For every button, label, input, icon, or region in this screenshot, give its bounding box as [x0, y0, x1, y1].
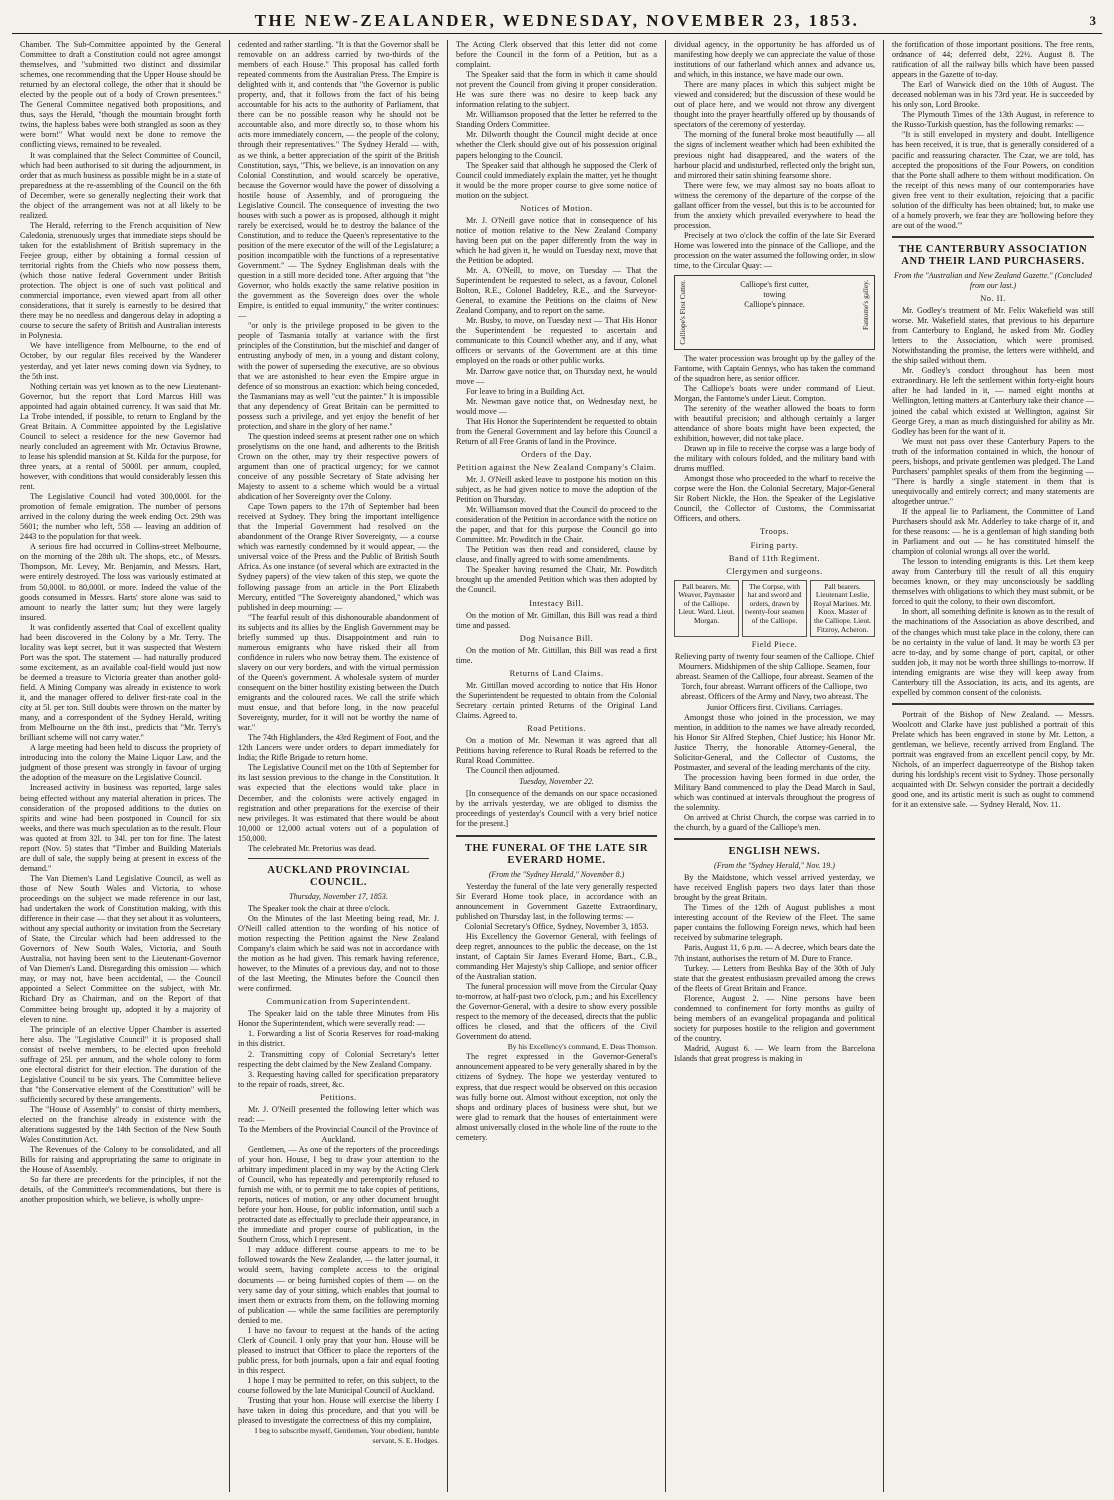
paragraph: The morning of the funeral broke most beautifully — all the signs of inclement weather which had been exhibited the previous night had disappeared, and the waters of the harbour placid and undisturbed, reflected only the bright sun, and mirrored their satin shining fearsome shore.	[674, 130, 875, 180]
letter-paragraph: Gentlemen, — As one of the reporters of the proceedings of your hon. House, I beg to draw your attention to the arbitrary impediment placed in my way by the Acting Clerk of Council, who has repeatedly and peremptorily refused to furnish me with, or to permit me to take copies of petitions, reports, notices of motion, or any other document brought before your hon. House, for public information, until such a protracted date as effectually to preclude their appearance, in the immediate and proper course of publication, in the Southern Cross, which I represent.	[238, 1144, 439, 1245]
letter-signature: I beg to subscribe myself, Gentlemen, Your obedient, humble servant, S. E. Hodges.	[254, 1426, 439, 1446]
column-2	[230, 40, 448, 1492]
subsection-heading: Returns of Land Claims.	[509, 668, 604, 678]
paragraph: The procession having been formed in due order, the Military Band commenced to play the Dead March in Saul, which was continued at intervals throughout the progress of the solemnity.	[674, 772, 875, 812]
letter-paragraph: Trusting that your hon. House will exercise the liberty I have taken in doing this procedure, and that you will be pleased to investigate the correctness of this my complaint,	[238, 1396, 439, 1426]
paragraph: The Earl of Warwick died on the 10th of August. The deceased nobleman was in his 73rd year. He is succeeded by his only son, Lord Brooke.	[892, 80, 1094, 110]
paragraph: Madrid, August 6. — We learn from the Barcelona Islands that great progress is making in	[674, 1043, 875, 1063]
paragraph: On the motion of Mr. Gittillan, this Bill was read a third time and passed.	[456, 610, 657, 630]
column-3	[448, 40, 666, 1492]
paragraph: We must not pass over these Canterbury Papers to the truth of the information contained in which, the honour of peers, bishops, and private gentlemen was pledged. The Land Purchasers' pamphlet speaks of them from the beginning — "There is hardly a single statement in them that is unequivocally and entirely correct; and many statements are altogether untrue."	[892, 436, 1094, 506]
water-procession-diagram	[674, 275, 875, 350]
procession-order: Clergymen and surgeons.	[726, 566, 823, 576]
paragraph: The Legislative Council had voted 300,000l. for the promotion of female emigration. The number of persons arrived in the colony during the week ending Oct. 29th was 5601; the number who left, 558 — leaving an addition of 2443 to the population for that week.	[20, 492, 221, 542]
section-heading: THE CANTERBURY ASSOCIATION AND THEIR LAND PURCHASERS.	[898, 243, 1088, 267]
paragraph: For leave to bring in a Building Act.	[466, 386, 585, 396]
paragraph: The Speaker said that although he supposed the Clerk of Council could immediately explain the matter, yet he thought it would be the more proper course to give some notice of motion on the subject.	[456, 160, 657, 200]
paragraph: Mr. A. O'Neill, to move, on Tuesday — That the Superintendent be requested to select, as a favour, Colonel Bolton, R.E., Colonel Baddeley, R.E., and the Surveyor-General, to examine the Petitions on the claims of New Zealand Company, and to report on the same.	[456, 266, 657, 316]
source-note: (From the "Sydney Herald," November 8.)	[488, 869, 625, 879]
paragraph: Mr. Williamson moved that the Council do proceed to the consideration of the Petition in accordance with the notice on the paper, and that for this purpose the Council go into Committee. Mr. Powditch in the Chair.	[456, 505, 657, 545]
paragraph: The Times of the 12th of August publishes a most interesting account of the Review of the Fleet. The same paper contains the following Foreign news, which had been received by submarine telegraph.	[674, 903, 875, 943]
paragraph: Drawn up in file to receive the corpse was a large body of the military with colours folded, and the military band with drums muffled.	[674, 444, 875, 474]
paragraph: The regret expressed in the Governor-General's announcement appeared to be very generally shared in by the citizens of Sydney. The hope we yesterday ventured to express, that due respect would be observed on this occasion was fully borne out. Almost without exception, not only the shops and ordinary places of business were shut, but we were glad to remark that the houses of entertainment were almost universally closed in the whole line of the route to the cemetery.	[456, 1052, 657, 1142]
column-5	[884, 40, 1102, 1492]
paragraph: We have intelligence from Melbourne, to the end of October, by our regular files received by the Wanderer yesterday, and yet later news coming down via Sydney, to the 5th inst.	[20, 341, 221, 381]
paragraph: Mr. J. O'Neill presented the following letter which was read: —	[238, 1104, 439, 1124]
paragraph: Portrait of the Bishop of New Zealand. — Messrs. Woolcott and Clarke have just published a portrait of this Prelate which has been engraved in stone by Mr. Letton, a gentleman, we believe, recently arrived from England. The portrait was engraved from an excellent pencil copy, by Mr. Nichols, of an imperfect daguerreotype of the Bishop taken during his lordship's recent visit to Sydney. Those personally acquainted with Dr. Selwyn consider the portrait a decidedly good one, and its artistic merit is such as ought to commend for it an extensive sale. — Sydney Herald, Nov. 11.	[892, 709, 1094, 810]
paragraph: In short, all something definite is known as to the result of the machinations of the Association as above described, and of the changes which must take place in the colony, there can be no certainty in the value of land. It may be worth £3 per acre to-day, and by some change of port, capital, or other sudden job, it may not be worth three shillings to-morrow. If intending emigrants are wise they will keep away from Canterbury till the Association, its acts, and its agents, are expelled by common consent of the colonists.	[892, 607, 1094, 697]
paragraph: It was confidently asserted that Coal of excellent quality had been discovered in the Colony by a Mr. Terry. The locality was kept secret, but it was suspected that Western Port was the spot. The statement — had naturally produced some excitement, as an available coal-field would just now be deemed a treasure to Victoria greater than another gold-field. A Mining Company was already in existence to work it, and the manager offered to deliver first-rate coal in the city at 5l. per ton. Still doubts were thrown on the matter by many, and a correspondent of the Sydney Herald, writing from Melbourne on the 8th inst., predicts that "Mr. Terry's brilliant scheme will not carry water."	[20, 622, 221, 743]
paragraph: It was complained that the Select Committee of Council, which had been authorised to sit during the adjournment, in order that as much business as possible might be in a state of preparedness at the re-assembling of the Council on the 6th of December, were so generally neglecting their work that the object of the arrangement was not at all likely to be realized.	[20, 150, 221, 220]
paragraph: A large meeting had been held to discuss the propriety of introducing into the colony the Maine Liquor Law, and the judgment of those present was strongly in favour of urging the adoption of the measure on the Legislative Council.	[20, 743, 221, 783]
subsection-heading: Notices of Motion.	[520, 203, 593, 213]
section-heading: THE FUNERAL OF THE LATE SIR EVERARD HOME.	[464, 842, 649, 866]
paragraph: Yesterday the funeral of the late very generally respected Sir Everard Home took place, in accordance with an announcement in Government Gazette Extraordinary, published on Thursday last, in the following terms: —	[456, 881, 657, 921]
divider	[456, 835, 657, 837]
paragraph: 2. Transmitting copy of Colonial Secretary's letter respecting the debt claimed by the New Zealand Company.	[238, 1049, 439, 1069]
column-1	[12, 40, 230, 1492]
procession-order: Firing party.	[750, 540, 799, 550]
paragraph: cedented and rather startling. "It is that the Governor shall be removable on an address carried by two-thirds of the members of each House." This proposal has called forth repeated comments from the Australian Press. The Empire is delighted with it, and contends that "the Governor is public property, and, that it follows from the fact of his being accountable for his acts to the authority of Parliament, that there can be no possible reason why he should not be accountable also, and more directly so, to those whom his acts more immediately concern, — the people of the colony, through their representatives." The Sydney Herald — with, as we think, a better appreciation of the spirit of the British Constitution, says, "This, we believe, is an innovation on any Colonial Constitution, and would scarcely be operative, because the Governor would have the power of dissolving a hostile house of Assembly, and of prorogueing the Legislative Council. The consequence of investing the two houses with such a power as is proposed, although it might rarely be exercised, would be to destroy the balance of the Constitution, and to reduce the Queen's representative to the position of the mere executor of the will of the Legislature; a position incompatible with the functions of a representative Government." — The Sydney Englishman deals with the question in a still more decided tone. After arguing that "the Governor, who holds exactly the same relative position in the government as the Sovereign does over the whole Empire, is entitled to equal immunity," the writer continues: —	[238, 40, 439, 321]
paragraph: The Herald, referring to the French acquisition of New Caledonia, strenuously urges that immediate steps should be taken for the establishment of British supremacy in the Feejee group, either by obtaining a formal cession of territorial rights from the Chiefs who now possess them, (which those native federal Government under British protection. The object is one of such vast political and commercial importance, even viewed apart from all other considerations, that it surely is earnestly to be desired that there may be no needless and dangerous delay in adopting a course to secure the safety of British and Australian interests in Polynesia.	[20, 220, 221, 341]
subsection-heading: Orders of the Day.	[521, 449, 592, 459]
subsection-heading: Communication from Superintendent.	[266, 997, 411, 1007]
paragraph: Florence, August 2. — Nine persons have been condemned to confinement for forty months as guilty of being members of an evangelical propaganda and political society for purposes hostile to the religion and government of the country.	[674, 993, 875, 1043]
paragraph: On the motion of Mr. Gittillan, this Bill was read a first time.	[456, 645, 657, 665]
paragraph: On the Minutes of the last Meeting being read, Mr. J. O'Neill called attention to the wording of his notice of motion respecting the Petition against the New Zealand Company's claim which he said was not in accordance with the motion as he had given. This remark having reference, however, to the Minutes of a previous day, and not to those of the last Meeting, the Minutes before the Council then were confirmed.	[238, 913, 439, 994]
notice-dateline: Colonial Secretary's Office, Sydney, November 3, 1853.	[464, 921, 649, 931]
quote-paragraph: "It is still enveloped in mystery and doubt. Intelligence has been received, it is true, that is generally considered of a pacific and reassuring character. The Czar, we are told, has accepted the propositions of the Four Powers, on condition that the Porte shall adhere to them without modification. On the receipt of this news many of our contemporaries have given free vent to their exultation, rejoicing that a pacific solution of the difficulty has been obtained; but, to make use of a homely proverb, we fear they are 'hollowing before they are out of the wood.'"	[892, 130, 1094, 230]
paragraph: By the Maidstone, which vessel arrived yesterday, we have received English papers two days later than those brought by the great Britain.	[674, 873, 875, 903]
paragraph: The funeral procession will move from the Circular Quay to-morrow, at half-past two o'clock, p.m.; and his Excellency the Governor-General, with a desire to show every possible respect to the memory of the deceased, directs that the public offices be closed, and that the officers of the Civil Government do attend.	[456, 982, 657, 1042]
quote-paragraph: "The fearful result of this dishonourable abandonment of its subjects and its allies by the English Government may be briefly summed up thus. Disappointment and ruin to numerous emigrants who have risked their all from confidence in rulers who now betray them. The existence of slavery on our very borders, and with the virtual permission of the Queen's government. A wholesale system of murder consequent on the bitter hostility existing between the Dutch emigrants and the coloured races. We call the strife which must ensue, and that before long, in the now peaceful Sovereignty, murder, for it will not be worthy the name of war."	[238, 612, 439, 733]
column-4	[666, 40, 884, 1492]
paragraph: Mr. Godley's treatment of Mr. Felix Wakefield was still worse. Mr. Wakefield states, that previous to his departure from Canterbury to England, he asked from Mr. Godley letters to the Association, which were promised. Notwithstanding the promise, the letters were withheld, and the ship sailed without them.	[892, 306, 1094, 366]
paragraph: Mr. Williamson proposed that the letter be referred to the Standing Orders Committee.	[456, 110, 657, 130]
paragraph: the fortification of those important positions. The free rents, ordnance of 44; deferred debt, 22½. August 8. The ratification of all the railway bills which have been passed appears in the Gazette of to-day.	[892, 40, 1094, 80]
letter-paragraph: I may adduce different course appears to me to be followed towards the New Zealander, — the latter journal, it would seem, having complete access to the original documents — or being furnished copies of them — on the very same day of your sitting, which enables that journal to insert them or extracts from them, on the following morning of publication — while the same facilities are peremptorily denied to me.	[238, 1245, 439, 1325]
subsection-heading: Petition against the New Zealand Company's Claim.	[456, 462, 657, 472]
procession-center	[693, 280, 856, 310]
paragraph: Mr. Dilworth thought the Council might decide at once whether the Clerk should give out of his possession original papers belonging to the Council.	[456, 130, 657, 160]
paragraph: So far there are precedents for the principles, if not the details, of the Committee's recommendations, but there is another proposition which, we believe, is wholly unpre-	[20, 1175, 221, 1205]
procession-label-right: Fantome's galley.	[862, 280, 870, 331]
paragraph: 1. Forwarding a list of Scoria Reserves for road-making in this district.	[238, 1029, 439, 1049]
procession-line: Calliope's pinnace.	[744, 300, 805, 310]
procession-label-left: Calliope's First Cutter.	[679, 280, 687, 345]
paragraph: Mr. Darrow gave notice that, on Thursday next, he would move —	[456, 366, 657, 386]
subsection-heading: Dog Nuisance Bill.	[519, 633, 594, 643]
paragraph: Mr. J. O'Neill asked leave to postpone his motion on this subject, as he had given notice to move the adoption of the Petition on Thursday.	[456, 474, 657, 505]
paragraph: The Calliope's boats were under command of Lieut. Morgan, the Fantome's under Lieut. Compton.	[674, 383, 875, 403]
paragraph: 3. Requesting having called for specification preparatory to the repair of roads, street, &c.	[238, 1069, 439, 1089]
paragraph: Mr. J. O'Neill gave notice that in consequence of his notice of motion relative to the New Zealand Company having been put on the paper differently from the way in which he had given it, he would on Tuesday next, move that the Petition be adopted.	[456, 215, 657, 265]
notice-signature: By his Excellency's command, E. Deas Thomson.	[507, 1042, 657, 1052]
paragraph: The Speaker said that the form in which it came should not prevent the Council from giving it proper consideration. He was sure there was no desire to keep back any information relating to the subject.	[456, 70, 657, 110]
paragraph: The lesson to intending emigrants is this. Let them keep away from Canterbury till the result of all this enquiry becomes known, or they may unconsciously be saddling themselves with obligations to which they must submit, or be forced to quit the colony, to their own discomfort.	[892, 557, 1094, 607]
paragraph: The serenity of the weather allowed the boats to form with beautiful precision; and although certainly a larger attendance of shore boats might have been expected, the exhibition, however, did not take place.	[674, 403, 875, 444]
procession-line: towing	[763, 290, 786, 300]
paragraph: There are many places in which this subject might be viewed and considered; but the discussion of these would be out of place here, and we would not throw any divergent thought into the prayer heartfully offered up by thousands of spectators of the ceremony of yesterday.	[674, 80, 875, 130]
pall-bearers-left: Pall bearers. Mr. Weaver, Paymaster of the Calliope. Lieut. Ward. Lieut. Morgan.	[674, 580, 739, 638]
letter-paragraph: I hope I may be permitted to refer, on this subject, to the course followed by the late Municipal Council of Auckland.	[238, 1376, 439, 1396]
paragraph: On arrived at Christ Church, the corpse was carried in to the church, by a guard of the Calliope's men.	[674, 813, 875, 833]
paragraph: His Excellency the Governor General, with feelings of deep regret, announces to the public the decease, on the 1st instant, of Captain Sir James Everard Home, Bart., C.B., commanding Her Majesty's ship Calliope, and senior officer of the Australian station.	[456, 931, 657, 981]
paragraph: The "House of Assembly" to consist of thirty members, elected on the franchise already in existence with the alterations suggested by the 14th Section of the New South Wales Constitution Act.	[20, 1104, 221, 1145]
section-date: Tuesday, November 22.	[519, 777, 594, 787]
paragraph: The Revenues of the Colony to be consolidated, and all Bills for raising and appropriating the same to originate in the House of Assembly.	[20, 1145, 221, 1175]
paragraph: The Council then adjourned.	[466, 766, 560, 776]
page-number: 3	[1089, 13, 1096, 28]
paragraph: On a motion of Mr. Newman it was agreed that all Petitions having reference to Rural Roads be referred to the Rural Road Committee.	[456, 736, 657, 766]
paragraph: The Speaker having resumed the Chair, Mr. Powditch brought up the amended Petition which was then adopted by the Council.	[456, 565, 657, 595]
subsection-heading: Petitions.	[320, 1092, 357, 1102]
section-heading: AUCKLAND PROVINCIAL COUNCIL.	[267, 864, 410, 888]
paragraph: The Speaker laid on the table three Minutes from His Honor the Superintendent, which were severally read: —	[238, 1009, 439, 1029]
paragraph: The celebrated Mr. Pretorius was dead.	[248, 843, 376, 853]
subsection-heading: Road Petitions.	[527, 724, 586, 734]
subsection-heading: Intestacy Bill.	[529, 598, 584, 608]
paragraph: The principle of an elective Upper Chamber is asserted here also. The "Legislative Council" it is proposed shall consist of twelve members, to be elected upon freehold suffrage of 25l. per annum, and the whole colony to form one electoral district for their election. The duration of the Legislative Council to be six years. The Committee believe that "the Conservative element of the Constitution" will be sufficiently secured by these arrangements.	[20, 1024, 221, 1104]
paragraph: The Acting Clerk observed that this letter did not come before the Council in the form of a Petition, but as a complaint.	[456, 40, 657, 70]
article-columns	[12, 40, 1102, 1492]
paragraph: Increased activity in business was reported, large sales being effected without any material alteration in prices. The consideration of the proposed additions to the duties on spirits and wine had been postponed in Council for six weeks, and there was much speculation as to the result. Flour was quoted at from 32l. to 34l. per ton for fine. The latest report (Nov. 5) states that "Timber and Building Materials are dull of sale, the supply being at present in excess of the demand."	[20, 783, 221, 873]
letter-address: To the Members of the Provincial Council of the Province of Auckland.	[238, 1124, 439, 1144]
paragraph: The Legislative Council met on the 10th of September for its last session previous to the change in the Constitution. It was expected that the elections would take place in December, and the colonists were actively engaged in registration and other preparations for the exercise of their new privileges. It was estimated that there would be about 10,000 or 12,000 actual voters out of a population of 150,000.	[238, 763, 439, 843]
divider	[674, 838, 875, 840]
paragraph: The question indeed seems at present rather one on which proselytisms on the one hand, and adherents to the British Crown on the other, may try their respective powers of argument than one of practical urgency; for we cannot conceive of any possible Secretary of State advising her Majesty to assent to a scheme which would be a virtual abdication of her Sovereignty over the Colony.	[238, 431, 439, 502]
divider	[248, 858, 429, 859]
procession-order: Field Piece.	[751, 640, 798, 650]
paragraph: Mr. Busby, to move, on Tuesday next — That His Honor the Superintendent be requested to ascertain and communicate to this Council whether any, and if any, what officers or servants of the Government are at this time employed on the roads or other public works.	[456, 316, 657, 366]
paragraph: Amongst those who joined in the procession, we may mention, in addition to the names we have already recorded, his Honor Sir Alfred Stephen, Chief Justice; his Honor Mr. Justice Therry, the honorable Attorney-General, the Solicitor-General, and the Collector of Customs, the Postmaster, and several of the leading merchants of the city.	[674, 712, 875, 772]
paragraph: Precisely at two o'clock the coffin of the late Sir Everard Home was lowered into the pinnace of the Calliope, and the procession on the water assumed the following order, in slow time, to the Circular Quay: —	[674, 230, 875, 271]
letter-paragraph: I have no favour to request at the hands of the acting Clerk of Council. I only pray that your hon. House will be pleased to instruct that Officer to place the reporters of the public press, for both journals, upon a fair and equal footing in this respect.	[238, 1325, 439, 1375]
section-heading: ENGLISH NEWS.	[728, 846, 821, 858]
divider	[892, 236, 1094, 238]
masthead-title: THE NEW-ZEALANDER, WEDNESDAY, NOVEMBER 23, 1853.	[254, 11, 860, 30]
paragraph: The Speaker took the chair at three o'clock.	[248, 903, 390, 913]
procession-order: Band of 11th Regiment.	[728, 553, 821, 563]
source-note: From the "Australian and New Zealand Gazette." (Concluded from our last.)	[894, 270, 1092, 290]
divider	[892, 703, 1094, 705]
subsection-heading: No. II.	[980, 293, 1006, 303]
corpse-carriage: The Corpse, with hat and sword and orders, drawn by twenty-four seamen of the Calliope.	[742, 580, 807, 638]
paragraph: Paris, August 11, 6 p.m. — A decree, which bears date the 7th instant, authorises the return of M. Dure to France.	[674, 943, 875, 963]
paragraph: Mr. Gittillan moved according to notice that His Honor the Superintendent be requested to obtain from the Colonial Secretary certain printed Returns of the Original Land Claims. Agreed to.	[456, 680, 657, 720]
paragraph: Mr. Newman gave notice that, on Wednesday next, he would move —	[456, 396, 657, 416]
paragraph: The Van Diemen's Land Legislative Council, as well as those of New South Wales and Victoria, to whose proceedings on the subject we made reference in our last, had undertaken the work of Constitution making, with this difference in their case — that they set about it as volunteers, without any special authority or invitation from the Secretary of State, the Circular which had been addressed to the Governors of New South Wales, Victoria, and South Australia, not having been sent to the Lieutenant-Governor of Van Diemen's Land. Disregarding this omission — which may, or may not, have been accidental, — the Council appointed a Select Committee on the subject, with Mr. Richard Dry as Chairman, and on the Report of that Committee being brought up, adopted it by a majority of eleven to nine.	[20, 873, 221, 1024]
paragraph: Cape Town papers to the 17th of September had been received at Sydney. They bring the important intelligence that the Imperial Government had resolved on the abandonment of the Orange River Sovereignty, — a course which was earnestly condemned by it would appear, — the universal voice of the Press and the Public of British South Africa. As one instance (of several which are extracted in the Sydney papers) of the view taken of this step, we quote the following passage from an article in the Port Elizabeth Mercury, entitled "The Sovereignty abandoned," which was published in deep mourning: —	[238, 502, 439, 612]
paragraph: Nothing certain was yet known as to the new Lieutenant-Governor, but the report that Lord Marcus Hill was appointed had again obtained currency. It was said that Mr. La Trobe intended, if possible, to return to England by the Great Britain. A Committee appointed by the Legislative Council to select a residence for the new Governor had nearly concluded an agreement with Mr. Octavius Browne, to lease his splendid mansion at St. Kilda for the purpose, for three years, at a rental of 5000l. per annum, coupled, however, with conditions that would considerably lessen this rent.	[20, 381, 221, 492]
paragraph: dividual agency, in the opportunity he has afforded us of manifesting how deeply we can appreciate the value of those institutions of our fatherland which annex and advance us, and which, in this instance, we have made our own.	[674, 40, 875, 80]
paragraph: That His Honor the Superintendent be requested to obtain from the General Government and lay before this Council a Return of all Free Grants of land in the Province.	[456, 416, 657, 446]
paragraph: The Plymouth Times of the 13th August, in reference to the Russo-Turkish question, has the following remarks: —	[892, 110, 1094, 130]
paragraph: The 74th Highlanders, the 43rd Regiment of Foot, and the 12th Lancers were under orders to depart immediately for India; the Rifle Brigade to return home.	[238, 733, 439, 763]
paragraph: [In consequence of the demands on our space occasioned by the arrivals yesterday, we are obliged to dismiss the proceedings of yesterday's Council with a very brief notice for the present.]	[456, 789, 657, 829]
funeral-procession-diagram	[674, 580, 875, 638]
paragraph: The Petition was then read and considered, clause by clause, and finally agreed to with some amendments.	[456, 545, 657, 565]
paragraph: Mr. Godley's conduct throughout has been most extraordinary. He left the settlement within forty-eight hours after he had landed in it, — named eight months at Wellington, letting matters at Canterbury take their chance — joined the cabal which existed at Wellington, against Sir George Grey, a man as much distinguished for ability as Mr. Godley has been for the want of it.	[892, 366, 1094, 436]
procession-list: Relieving party of twenty four seamen of the Calliope. Chief Mourners. Midshipmen of the ship Calliope. Seamen, four abreast. Seamen of the Calliope, four abreast. Seamen of the Torch, four abreast. Warrant officers of the Calliope, two abreast. Officers of the Army and Navy, two abreast. The Junior Officers first. Civilians. Carriages.	[674, 652, 875, 712]
procession-line: Calliope's first cutter,	[740, 280, 809, 290]
section-date: Thursday, November 17, 1853.	[289, 891, 388, 901]
paragraph: Turkey. — Letters from Beshka Bay of the 30th of July state that the greatest enthusiasm prevailed among the crews of the fleets of Great Britain and France.	[674, 963, 875, 993]
paragraph: Chamber. The Sub-Committee appointed by the General Committee to draft a Constitution could not agree amongst themselves, and "submitted two distinct and dissimilar schemes, one recommending that the Upper House should be returned by an electoral college, the other that it should be elected by the people out of a body of Crown presentees." The General Committee negatived both propositions, and thus, says the Herald, "though the mountain brought forth twins, the hapless babes were both strangled as soon as they were born!" What would next be done to remove the conflicting views, remained to be revealed.	[20, 40, 221, 150]
paragraph: The water procession was brought up by the galley of the Fantome, with Captain Gennys, who has taken the command of the squadron here, as senior officer.	[674, 353, 875, 383]
paragraph: A serious fire had occurred in Collins-street Melbourne, on the morning of the 28th ult. The shops, etc., of Messrs. Thompson, Mr. Levey, Mr. Benjamin, and Messrs. Hart, were entirely destroyed. The loss was variously estimated at from 50,000l. to 80,000l. or more. Indeed the value of the goods consumed in Messrs. Harts' store alone was said to amount to nearly the latter sum; but they were largely insured.	[20, 542, 221, 622]
masthead	[12, 4, 1102, 34]
source-note: (From the "Sydney Herald," Nov. 19.)	[714, 861, 835, 871]
quote-paragraph: "or only is the privilege proposed to be given to the people of Tasmania totally at variance with the first principles of the Constitution, but the mischief and danger of entrusting anybody of men, in a young and distant colony, with the power of superseding the executive, are so obvious that we are astonished to hear even the Empire argue in defence of so monstrous an exaction: which being conceded, the Tasmanians may as well "cut the painter." It is impossible that any dependency of Great Britain can be permitted to possess such a privilege, and yet enjoy the benefit of her protection, and share in the glory of her name."	[238, 321, 439, 431]
procession-order: Troops.	[759, 527, 790, 537]
paragraph: If the appeal lie to Parliament, the Committee of Land Purchasers should ask Mr. Adderley to take charge of it, and for these reasons: — he is a gentleman of high standing both in Parliament and out — he has constituted himself the champion of colonial wrongs all over the world.	[892, 506, 1094, 557]
pall-bearers-right: Pall bearers. Lieutenant Leslie, Royal Marines. Mr. Knox. Master of the Calliope. Lieut. Fitzroy, Acheron.	[810, 580, 875, 638]
paragraph: Amongst those who proceeded to the wharf to receive the corpse were the Hon. the Colonial Secretary, Major-General Sir Robert Nickle, the Hon. the Speaker of the Legislative Council, the Collector of Customs, the Commissariat Officers, and others.	[674, 474, 875, 524]
paragraph: There were few, we may almost say no boats afloat to witness the ceremony of the departure of the corpse of the gallant officer from the vessel, but this is to be accounted for from the anxiety which prevailed everywhere to head the procession.	[674, 180, 875, 230]
